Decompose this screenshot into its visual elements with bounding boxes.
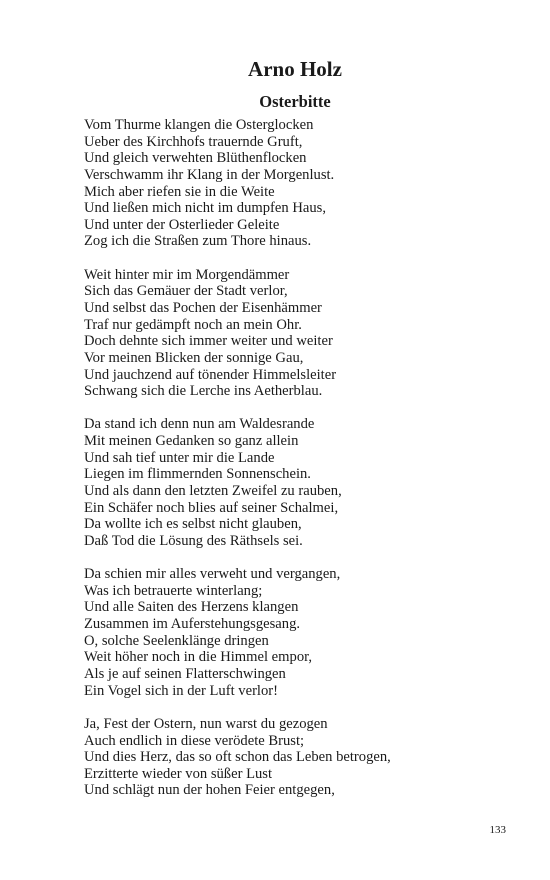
poem-line: O, solche Seelenklänge dringen [84,632,269,649]
poem-line: Und ließen mich nicht im dumpfen Haus, [84,200,326,217]
poem-line: Was ich betrauerte winterlang; [84,582,263,599]
stanza [84,117,524,250]
stanza [84,416,524,549]
poem-line: Ja, Fest der Ostern, nun warst du gezogen [84,715,328,732]
poem-line: Da schien mir alles verweht und vergangen, [84,566,341,583]
poem-line: Mit meinen Gedanken so ganz allein [84,433,299,450]
poem-line: Weit höher noch in die Himmel empor, [84,649,313,666]
stanza [84,716,524,799]
poem-line: Traf nur gedämpft noch an mein Ohr. [84,316,302,333]
poem-line: Mich aber riefen sie in die Weite [84,183,275,200]
poem-body [84,117,524,816]
poem-line: Verschwamm ihr Klang in der Morgenlust. [84,166,335,183]
poem-line: Auch endlich in diese verödete Brust; [84,732,305,749]
poem-line: Und sah tief unter mir die Lande [84,449,275,466]
poem-line: Schwang sich die Lerche ins Aetherblau. [84,383,323,400]
poem-line: Und selbst das Pochen der Eisenhämmer [84,300,322,316]
stanza [84,566,524,699]
poem-line: Doch dehnte sich immer weiter und weiter [84,333,333,350]
poem-line: Und schlägt nun der hohen Feier entgegen, [84,782,335,799]
poem-line: Als je auf seinen Flatterschwingen [84,666,286,682]
poem-line: Vom Thurme klangen die Osterglocken [84,117,314,133]
poem-line: Ueber des Kirchhofs trauernde Gruft, [84,133,303,150]
poem-line: Sich das Gemäuer der Stadt verlor, [84,283,288,300]
poem-line: Liegen im flimmernden Sonnenschein. [84,466,311,483]
poem-author: Arno Holz [248,57,342,81]
page-number: 133 [489,824,506,836]
poem-line: Da stand ich denn nun am Waldesrande [84,416,315,433]
poem-line: Und jauchzend auf tönender Himmelsleiter [84,366,337,383]
stanza [84,267,524,400]
poem-line: Ein Vogel sich in der Luft verlor! [84,682,279,699]
poem-line: Und gleich verwehten Blüthenflocken [84,150,307,167]
poem-line: Vor meinen Blicken der sonnige Gau, [84,349,304,366]
poem-line: Da wollte ich es selbst nicht glauben, [84,516,302,533]
poem-line: Und dies Herz, das so oft schon das Leben betrogen, [84,749,391,766]
poem-line: Zog ich die Straßen zum Thore hinaus. [84,233,312,250]
poem-line: Und alle Saiten des Herzens klangen [84,599,299,616]
poem-line: Erzitterte wieder von süßer Lust [84,765,273,782]
poem-line: Daß Tod die Lösung des Räthsels sei. [84,532,303,549]
poem-line: Zusammen im Auferstehungsgesang. [84,616,301,633]
poem-title: Osterbitte [259,92,331,111]
poem-line: Und unter der Osterlieder Geleite [84,216,280,233]
poem-line: Weit hinter mir im Morgendämmer [84,266,290,283]
poem-line: Und als dann den letzten Zweifel zu rauben, [84,483,342,499]
poem-line: Ein Schäfer noch blies auf seiner Schalmei, [84,499,339,516]
